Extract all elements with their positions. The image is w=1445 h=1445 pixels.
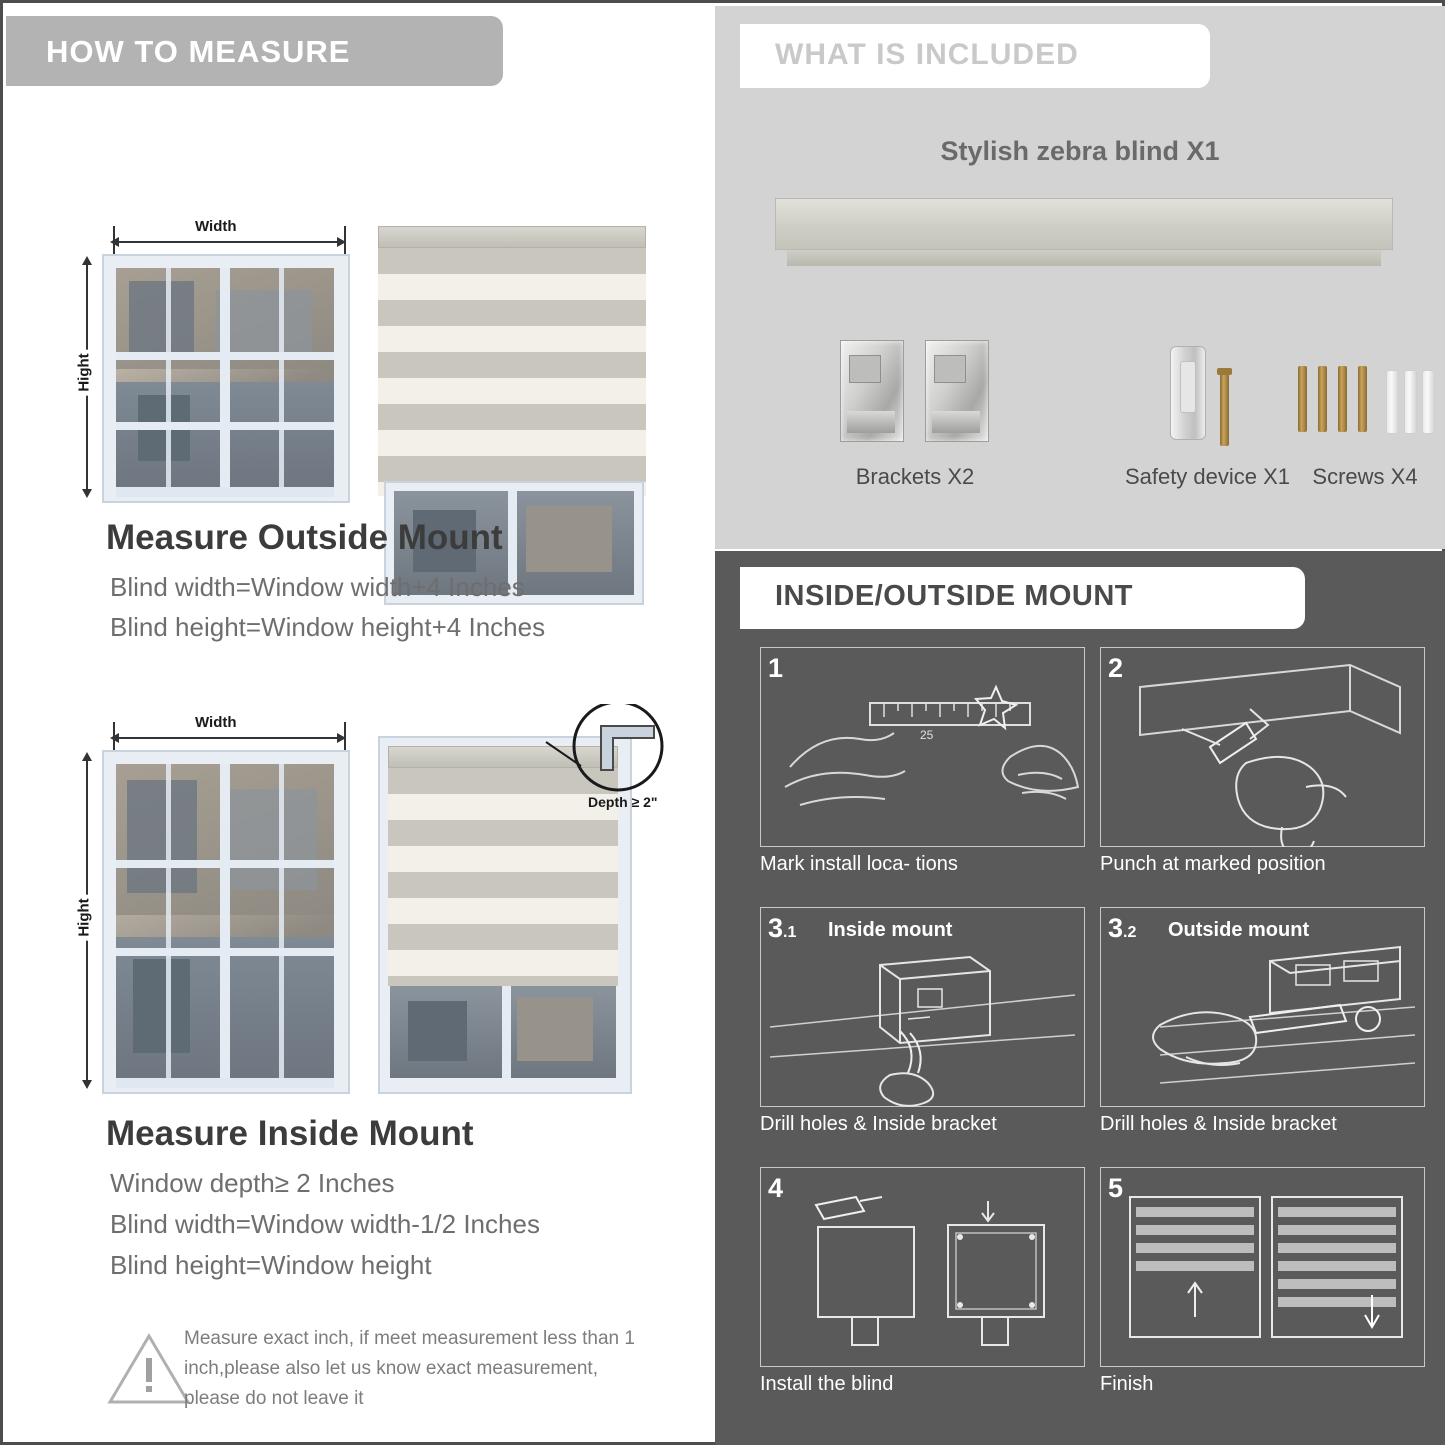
- outside-width-label: Width: [191, 218, 241, 235]
- screw-icon-3: [1338, 366, 1347, 432]
- main-item-label: Stylish zebra blind X1: [940, 136, 1220, 166]
- bracket-icon-2: [925, 340, 989, 442]
- screw-icon-4: [1358, 366, 1367, 432]
- step-3-1-sublabel: Inside mount: [828, 919, 953, 941]
- step-4: [760, 1167, 1085, 1395]
- window-frame-outside: [102, 254, 350, 503]
- window-mullion-vertical: [220, 268, 230, 487]
- step-1-number: 1: [768, 653, 784, 683]
- screw-icon-2: [1318, 366, 1327, 432]
- inside-height-label: Hight: [76, 894, 93, 940]
- step-3-2-sublabel: Outside mount: [1168, 919, 1310, 941]
- mount-header: [740, 567, 1305, 629]
- step-4-caption: Install the blind: [760, 1373, 894, 1395]
- depth-label: Depth ≥ 2": [588, 794, 658, 810]
- what-is-included-header: [740, 24, 1210, 88]
- outside-mount-diagram: [6, 106, 712, 506]
- zebra-fabric: [378, 248, 646, 496]
- mount-title: INSIDE/OUTSIDE MOUNT: [775, 580, 1134, 612]
- parts-row: [715, 326, 1445, 526]
- step-5: [1100, 1167, 1425, 1395]
- inside-outside-mount-panel: [715, 551, 1445, 1445]
- step-1: [760, 647, 1085, 875]
- step-5-number: 5: [1108, 1173, 1124, 1203]
- inside-mount-title: Measure Inside Mount: [106, 1114, 474, 1153]
- step-2-number: 2: [1108, 653, 1124, 683]
- step-2: [1100, 647, 1425, 875]
- inside-mount-line-3: Blind height=Window height: [110, 1250, 432, 1280]
- window-mullion-h1: [116, 352, 334, 360]
- inside-mount-diagram: [6, 704, 712, 1104]
- window-muntin-1: [166, 268, 171, 487]
- step-3-1: [760, 907, 1085, 1135]
- svg-text:25: 25: [920, 728, 934, 742]
- outside-mount-line-2: Blind height=Window height+4 Inches: [110, 612, 546, 642]
- warning-triangle-icon: [106, 1328, 192, 1408]
- bracket-outside-icon: [1100, 907, 1425, 1107]
- step-3-2-number: 3.2: [1108, 913, 1137, 943]
- blind-headrail: [378, 226, 646, 248]
- outside-height-arrow-up: [82, 256, 92, 265]
- screw-icon-1: [1298, 366, 1307, 432]
- window-mullion-h2: [116, 422, 334, 430]
- outside-width-dimline: [114, 241, 344, 243]
- finished-blind-icon: [1100, 1167, 1425, 1367]
- wall-plug-icon-3: [1422, 370, 1435, 434]
- outside-height-label: Hight: [76, 349, 93, 395]
- step-3-1-number: 3.1: [768, 913, 797, 943]
- warning-block: [106, 1324, 666, 1424]
- inside-width-label: Width: [191, 714, 241, 731]
- screw-icon-single: [1220, 374, 1229, 446]
- how-to-measure-header: [6, 16, 503, 86]
- bracket-screwdriver-icon: [760, 907, 1085, 1107]
- part-label-screws: Screws X4: [1312, 464, 1418, 489]
- what-is-included-title: WHAT IS INCLUDED: [775, 38, 1079, 71]
- depth-callout-line: [6, 704, 712, 1104]
- outside-mount-title: Measure Outside Mount: [106, 518, 503, 557]
- step-3-2-caption: Drill holes & Inside bracket: [1100, 1113, 1337, 1135]
- step-5-caption: Finish: [1100, 1373, 1154, 1395]
- part-label-safety: Safety device X1: [1124, 464, 1291, 489]
- part-brackets: [765, 326, 1065, 506]
- outside-mount-line-1: Blind width=Window width+4 Inches: [110, 572, 525, 602]
- ruler-hand-icon: [760, 647, 1085, 847]
- zebra-blind-rail-image: [775, 198, 1393, 268]
- how-to-measure-panel: [6, 6, 712, 1442]
- window-muntin-2: [279, 268, 284, 487]
- outside-height-arrow-down: [82, 489, 92, 498]
- drill-icon: [1100, 647, 1425, 847]
- step-4-number: 4: [768, 1173, 784, 1203]
- step-3-2: [1100, 907, 1425, 1135]
- step-2-caption: Punch at marked position: [1100, 853, 1326, 875]
- inside-mount-line-2: Blind width=Window width-1/2 Inches: [110, 1209, 540, 1239]
- step-1-caption: Mark install loca- tions: [760, 853, 958, 875]
- step-3-1-caption: Drill holes & Inside bracket: [760, 1113, 997, 1135]
- wall-plug-icon-1: [1386, 370, 1399, 434]
- install-blind-icon: [760, 1167, 1085, 1367]
- inside-mount-line-1: Window depth≥ 2 Inches: [110, 1168, 395, 1198]
- warning-text: Measure exact inch, if meet measurement less than 1 inch,please also let us know exact measurement, please do not leave it: [184, 1328, 635, 1409]
- how-to-measure-title: HOW TO MEASURE: [46, 34, 351, 69]
- part-label-brackets: Brackets X2: [855, 464, 975, 489]
- what-is-included-panel: [715, 6, 1445, 549]
- blind-outside-mount: [378, 226, 646, 501]
- bracket-icon: [840, 340, 904, 442]
- wall-plug-icon-2: [1404, 370, 1417, 434]
- part-screws: [1290, 326, 1440, 506]
- safety-device-icon: [1170, 346, 1206, 440]
